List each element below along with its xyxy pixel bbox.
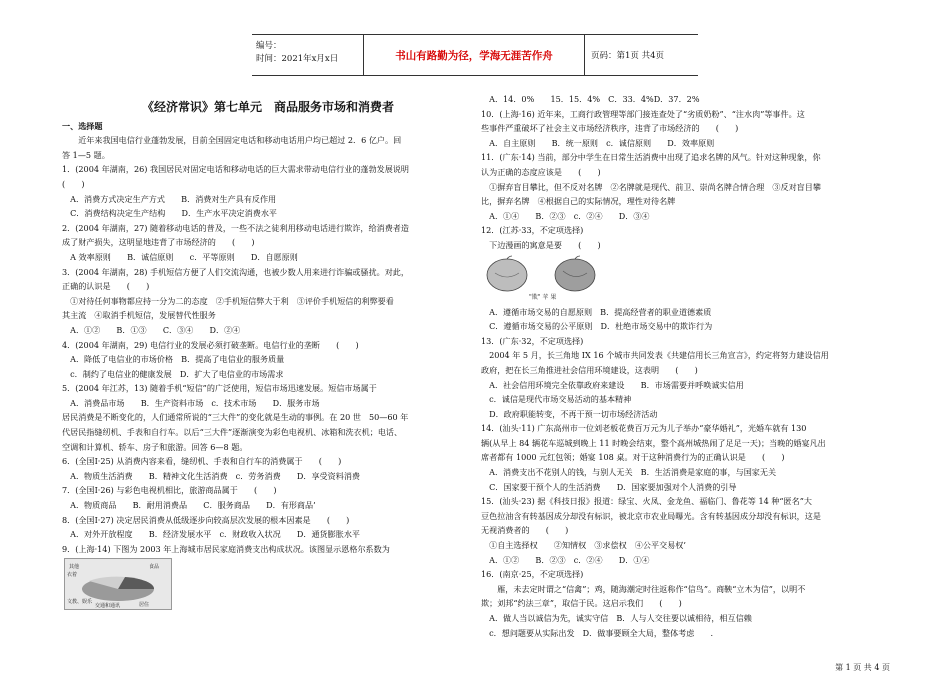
pie-label: 衣着	[67, 572, 78, 579]
text-line: 成了财产损失，这明显地违背了市场经济的 ( )	[62, 237, 255, 248]
text-line: A．降低了电信业的市场价格 B．提高了电信业的服务质量	[62, 354, 285, 365]
text-line: 9．(上海·14) 下图为 2003 年上海城市居民家庭消费支出构成状况。该图显示恩格尔系数为	[62, 543, 390, 554]
text-line: 居民消费是不断变化的，人们通常所说的“三大件”的变化就是生动的事例。在 20 世 50—60 年	[62, 412, 409, 423]
text-line: A．14．0% 15．15．4% C．33．4%D．37．2%	[481, 94, 700, 104]
text-line: 5．(2004 年江苏，13) 随着手机“短信”的广泛使用，短信市场迅速发展。短信市场属于	[62, 383, 377, 394]
text-line: c．制约了电信业的健康发展 D．扩大了电信业的市场需求	[62, 368, 284, 379]
text-line: A．①② B．①③ C．③④ D．②④	[62, 324, 241, 335]
text-line: 2004 年 5 月，长三角地 IX 16 个城市共同发表《共建信用长三角宣言》，约定将努力建设信用	[481, 350, 829, 361]
text-line: 近年来我国电信行业蓬勃发展，目前全国固定电话和移动电话用户均已超过 2．6 亿户。回	[62, 135, 402, 146]
text-line: A．物质商品 B．耐用消费品 C．服务商品 D．有形商品’	[62, 500, 316, 511]
text-line: C．遵循市场交易的公平原则 D．杜绝市场交易中的欺诈行为	[481, 321, 713, 332]
text-line: 3．(2004 年湖南，28) 手机短信方便了人们交流沟通，也被少数人用来进行诈骗或骚扰。对此，	[62, 266, 409, 277]
pie-label: 交通和通讯	[95, 603, 121, 610]
document-title: 《经济常识》第七单元 商品服务市场和消费者	[141, 100, 394, 114]
text-line: 空调和计算机、轿车、房子和旅游。回答 6—8 题。	[62, 441, 248, 452]
text-line: 15．(汕头·23) 据《科技日报》报道：绿宝、火凤、金龙鱼、福临门、鲁花等 14 种“匿名”大	[481, 496, 812, 507]
text-line: ①自主选择权 ②知情权 ③求偿权 ④公平交易权’	[481, 540, 686, 551]
text-line: A．社会信用环境完全依靠政府来建设 B．市场需要并呼唤诚实信用	[481, 379, 744, 390]
text-line: 10．(上海·16) 近年来，工商行政管理等部门接连查处了“劣质奶粉”、“注水肉”等事件。这	[481, 108, 805, 119]
text-line: 雁，未去定时谓之“信禽”；鸡，随海潮定时往返称作“信鸟”。商鞅“立木为信”，以明不	[481, 583, 806, 594]
text-line: 11．(广东·14) 当前，部分中学生在日常生活消费中出现了追求名牌的风气。针对这种现象，你	[481, 152, 821, 163]
header-page-label: 页码：第1页 共4页	[591, 51, 665, 61]
pie-chart-graphic	[65, 559, 171, 609]
text-line: 8．(全国Ⅰ·27) 决定居民消费从低级逐步向较高层次发展的根本因素是 ( )	[62, 514, 350, 525]
text-line: 4．(2004 年湖南，29) 电信行业的发展必须打破垄断。电信行业的垄断 ( )	[62, 339, 359, 350]
page-header	[252, 34, 698, 76]
text-line: 16．(南京·25，不定项选择)	[481, 569, 584, 580]
text-line: A．①② B．②③ c．②④ D．①④	[481, 554, 650, 565]
text-line: A．①④ B．②③ c．②④ D．③④	[481, 210, 650, 221]
apple-cartoon-figure	[483, 255, 603, 303]
text-line: A．物质生活消费 B．精神文化生活消费 c．劳务消费 D．享受资料消费	[62, 470, 361, 481]
text-line: 答 1—5 题。	[62, 149, 110, 160]
text-line: 席者都有 1000 元红包领；婚宴 108 桌。对于这种消费行为的正确认识是 ( )	[481, 452, 785, 463]
text-line: A．消费方式决定生产方式 B．消费对生产具有反作用	[62, 193, 277, 204]
text-line: 无视消费者的 ( )	[481, 525, 569, 536]
text-line: A．消费品市场 B．生产资料市场 c．技术市场 D．服务市场	[62, 397, 320, 408]
text-line: A．遵循市场交易的自愿原则 B．提高经营者的职业道德素质	[481, 306, 712, 317]
left-column	[62, 92, 474, 612]
text-line: 12．(江苏·33，不定项选择)	[481, 225, 584, 236]
text-line: 豆色拉油含有转基因成分却没有标识，被北京市农业局曝光。含有转基因成分却没有标识，这是	[481, 510, 821, 521]
text-line: A．自主原则 B．统一原则 c．诚信原则 D．效率原则	[481, 137, 715, 148]
text-line: 正确的认识是 ( )	[62, 281, 150, 292]
cartoon-caption: "欺" 苹 果	[529, 293, 557, 301]
text-line: A 效率原则 B．诚信原则 c．平等原则 D．自愿原则	[62, 251, 298, 262]
text-line: 政府，把在长三角推进社会信用环境建设，这表明 ( )	[481, 364, 698, 375]
text-line: 些事件严重破坏了社会主义市场经济秩序，违背了市场经济的 ( )	[481, 123, 739, 134]
text-line: 认为正确的态度应该是 ( )	[481, 166, 601, 177]
text-line: 欺；刘邦“约法三章”，取信于民。这启示我们 ( )	[481, 598, 682, 609]
apple-cartoon-graphic	[483, 255, 603, 303]
text-line: ①对待任何事物都应持一分为二的态度 ②手机短信弊大于利 ③评价手机短信的利弊要看	[62, 295, 394, 306]
text-line: A．消费支出不花别人的钱，与别人无关 B．生活消费是家庭的事，与国家无关	[481, 467, 777, 478]
text-line: A．做人当以诚信为先，诚实守信 B．人与人交往要以诚相待，相互信赖	[481, 613, 752, 623]
number-label: 编号：	[256, 41, 282, 51]
text-line: ①摒弃盲目攀比，但不反对名牌 ②名牌就是现代、前卫、崇尚名牌合情合理 ③反对盲目攀	[481, 181, 821, 192]
pie-label: 居住	[139, 602, 150, 609]
text-line: 2．(2004 年湖南，27) 随着移动电话的普及，一些不法之徒利用移动电话进行欺诈，给消费者造	[62, 222, 409, 233]
text-line: 1．(2004 年湖南，26) 我国居民对固定电话和移动电话的巨大需求带动电信行业的蓬勃发展说明	[62, 164, 409, 175]
header-meta	[252, 35, 364, 75]
pie-label: 其他	[69, 564, 80, 571]
text-line: 6．(全国Ⅰ·25) 从消费内容来看，缝纫机、手表和自行车的消费属于 ( )	[62, 456, 342, 467]
pie-label: 文教、娱乐	[67, 599, 93, 606]
text-line: 14．(汕头·11) 广东高州市一位刘老板花费百万元为儿子举办“豪华婚礼”，光婚车就有 130	[481, 423, 807, 434]
text-line: C．消费结构决定生产结构 D．生产水平决定消费水平	[62, 208, 278, 219]
text-line: D．政府职能转变，不再干预一切市场经济活动	[481, 408, 658, 419]
text-line: 13．(广东·32，不定项选择)	[481, 335, 584, 346]
text-line: 比，摒弃名牌 ④根据自己的实际情况，理性对待名牌	[481, 196, 676, 207]
header-motto: 书山有路勤为径，学海无涯苦作舟	[364, 35, 585, 75]
pie-label: 食品	[149, 564, 160, 571]
text-line: 下边漫画的寓意是要 ( )	[481, 239, 601, 250]
page-footer: 第 1 页 共 4 页	[835, 663, 890, 672]
text-line: 辆(从早上 84 辆花车巡城到晚上 11 时晚会结束，整个高州城热闹了足足一天)；当晚的婚宴凡出	[481, 437, 826, 448]
text-line: 其主流 ④取消手机短信，发展替代性服务	[62, 310, 216, 321]
section-heading: 一、选择题	[62, 120, 103, 131]
text-line: ( )	[62, 178, 85, 189]
time-label: 时间：2021年x月x日	[256, 54, 339, 64]
text-line: 7．(全国Ⅰ·26) 与彩色电视机相比，旅游商品属于 ( )	[62, 485, 277, 496]
right-column	[481, 92, 893, 640]
text-line: c．诚信是现代市场交易活动的基本精神	[481, 394, 632, 405]
text-line: C．国家要干预个人的生活消费 D．国家要加强对个人消费的引导	[481, 481, 737, 492]
consumption-pie-figure	[64, 558, 172, 610]
text-line: c．想问题要从实际出发 D．做事要顾全大局，整体考虑 .	[481, 627, 714, 638]
text-line: 代居民指缝纫机、手表和自行车。以后“三大件”逐渐演变为彩色电视机、冰箱和洗衣机；电话、	[62, 427, 403, 438]
text-line: A．对外开放程度 B．经济发展水平 c．财政收入状况 D．通货膨胀水平	[62, 529, 361, 540]
